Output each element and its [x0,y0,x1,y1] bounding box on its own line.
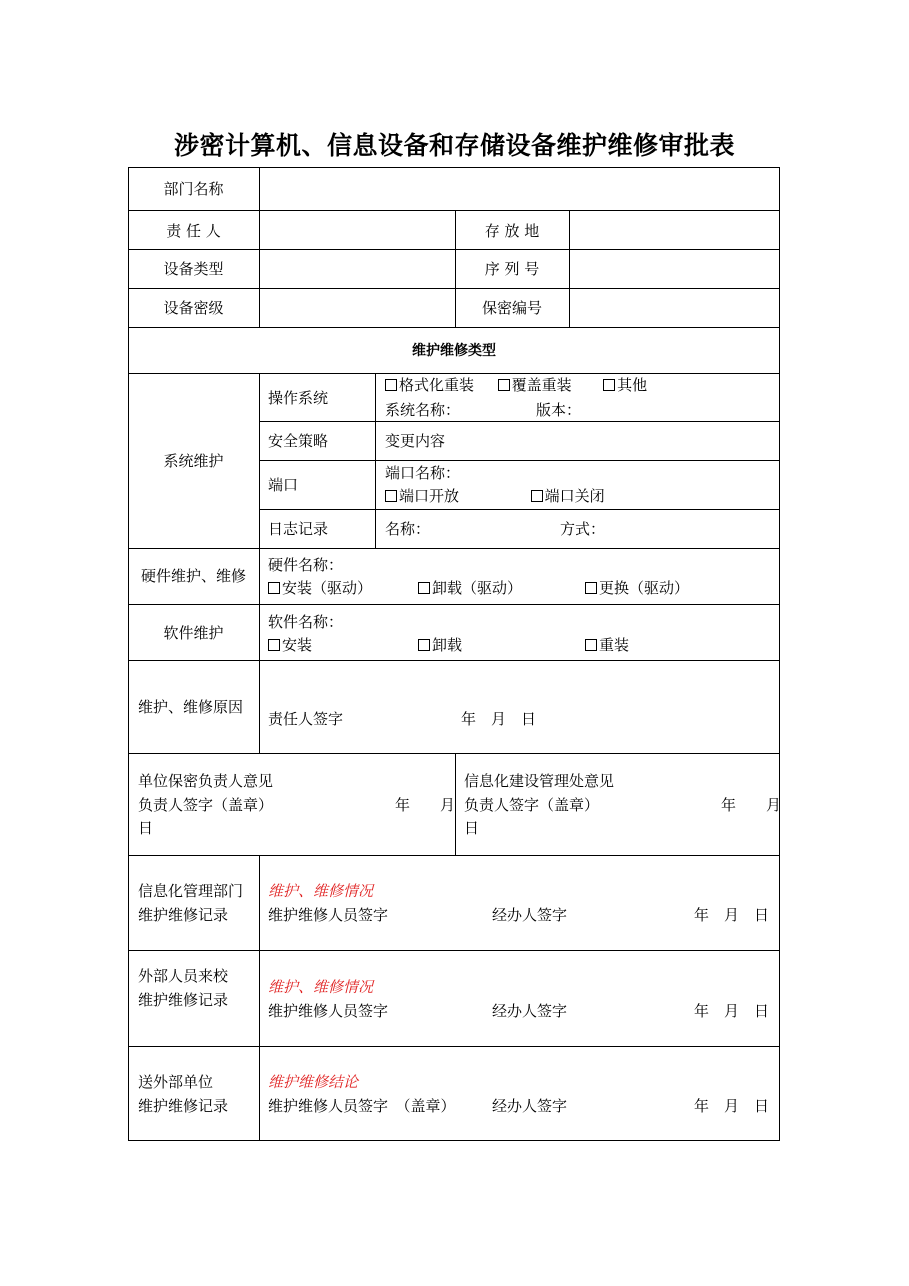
os-options [385,378,647,393]
record-label: 信息化管理部门 [138,882,244,900]
row-divider [128,1046,780,1047]
unit-opinion-sign: 负责人签字（盖章） [138,796,274,814]
os-label: 操作系统 [268,389,329,407]
log-method-label: 方式： [560,520,606,538]
software-name-label: 软件名称： [268,613,344,631]
system-maintenance-label: 系统维护 [163,452,224,470]
unit-opinion-date: 年 月 [395,796,456,814]
row-divider [128,548,780,549]
row-divider [128,604,780,605]
col-divider [259,855,260,1141]
reason-label: 维护、维修原因 [138,698,244,716]
option-label: 更换（驱动） [599,579,690,597]
security-policy-label: 安全策略 [268,432,329,450]
log-label: 日志记录 [268,520,329,538]
row-divider [259,509,780,510]
reason-sign-label: 责任人签字 [268,710,344,728]
checkbox[interactable] [585,639,597,651]
row-divider [259,460,780,461]
record-date: 年 月 日 [694,906,770,924]
record-handler-sign: 经办人签字 [492,906,568,924]
option-label: 安装（驱动） [282,579,373,597]
row-divider [259,421,780,422]
row-divider [128,855,780,856]
it-opinion-sign: 负责人签字（盖章） [464,796,600,814]
checkbox[interactable] [585,582,597,594]
col-divider [375,373,376,548]
record-handler-sign: 经办人签字 [492,1002,568,1020]
row-divider [128,288,780,289]
record-status-note: 维护维修结论 [268,1073,359,1091]
row-divider [128,327,780,328]
location-label: 存 放 地 [484,222,540,240]
option-label: 覆盖重装 [511,376,572,394]
page-title: 涉密计算机、信息设备和存储设备维护维修审批表 [173,131,735,160]
checkbox[interactable] [385,490,397,502]
checkbox[interactable] [603,379,615,391]
checkbox[interactable] [418,639,430,651]
option-label: 卸载（驱动） [432,579,523,597]
checkbox[interactable] [498,379,510,391]
option-label: 重装 [599,636,630,654]
unit-opinion-day: 日 [138,819,154,837]
checkbox[interactable] [385,379,397,391]
security-policy-value: 变更内容 [385,432,446,450]
row-divider [128,210,780,211]
port-name-label: 端口名称： [385,464,461,482]
row-divider [128,950,780,951]
col-divider [259,167,260,327]
it-opinion-day: 日 [464,819,480,837]
row-divider [128,660,780,661]
record-handler-sign: 经办人签字 [492,1097,568,1115]
hardware-name-label: 硬件名称： [268,556,344,574]
row-divider [128,753,780,754]
col-divider [259,373,260,753]
dept-name-label: 部门名称 [163,180,224,198]
record-label: 维护维修记录 [138,991,229,1009]
checkbox[interactable] [418,582,430,594]
record-status-note: 维护、维修情况 [268,882,374,900]
it-opinion-date: 年 月 [721,796,782,814]
software-label: 软件维护 [163,624,224,642]
checkbox[interactable] [268,582,280,594]
record-maintainer-sign: 维护维修人员签字 [268,1002,389,1020]
log-name-label: 名称： [385,520,431,538]
responsible-label: 责 任 人 [166,222,221,240]
record-date: 年 月 日 [694,1002,770,1020]
record-status-note: 维护、维修情况 [268,978,374,996]
checkbox[interactable] [531,490,543,502]
row-divider [128,249,780,250]
serial-label: 序 列 号 [484,260,540,278]
option-label: 端口关闭 [544,487,605,505]
device-type-label: 设备类型 [163,260,224,278]
record-label: 外部人员来校 [138,967,229,985]
record-maintainer-sign: 维护维修人员签字 （盖章） [268,1097,456,1115]
hardware-label: 硬件维护、维修 [140,567,246,585]
col-divider [455,753,456,855]
record-maintainer-sign: 维护维修人员签字 [268,906,389,924]
col-divider [569,210,570,327]
section-title: 维护维修类型 [412,343,496,359]
option-label: 安装 [282,636,313,654]
option-label: 端口开放 [399,487,460,505]
unit-opinion-title: 单位保密负责人意见 [138,772,274,790]
device-level-label: 设备密级 [163,299,224,317]
record-date: 年 月 日 [694,1097,770,1115]
checkbox[interactable] [268,639,280,651]
port-options [385,489,605,504]
option-label: 其他 [617,376,648,394]
record-label: 送外部单位 [138,1073,214,1091]
it-opinion-title: 信息化建设管理处意见 [464,772,615,790]
row-divider [128,373,780,374]
option-label: 格式化重装 [399,376,475,394]
record-label: 维护维修记录 [138,1097,229,1115]
system-name-label: 系统名称： [385,401,461,419]
secret-no-label: 保密编号 [481,299,542,317]
version-label: 版本： [536,401,582,419]
reason-date: 年 月 日 [461,710,537,728]
record-label: 维护维修记录 [138,906,229,924]
option-label: 卸载 [432,636,463,654]
port-label: 端口 [268,476,299,494]
